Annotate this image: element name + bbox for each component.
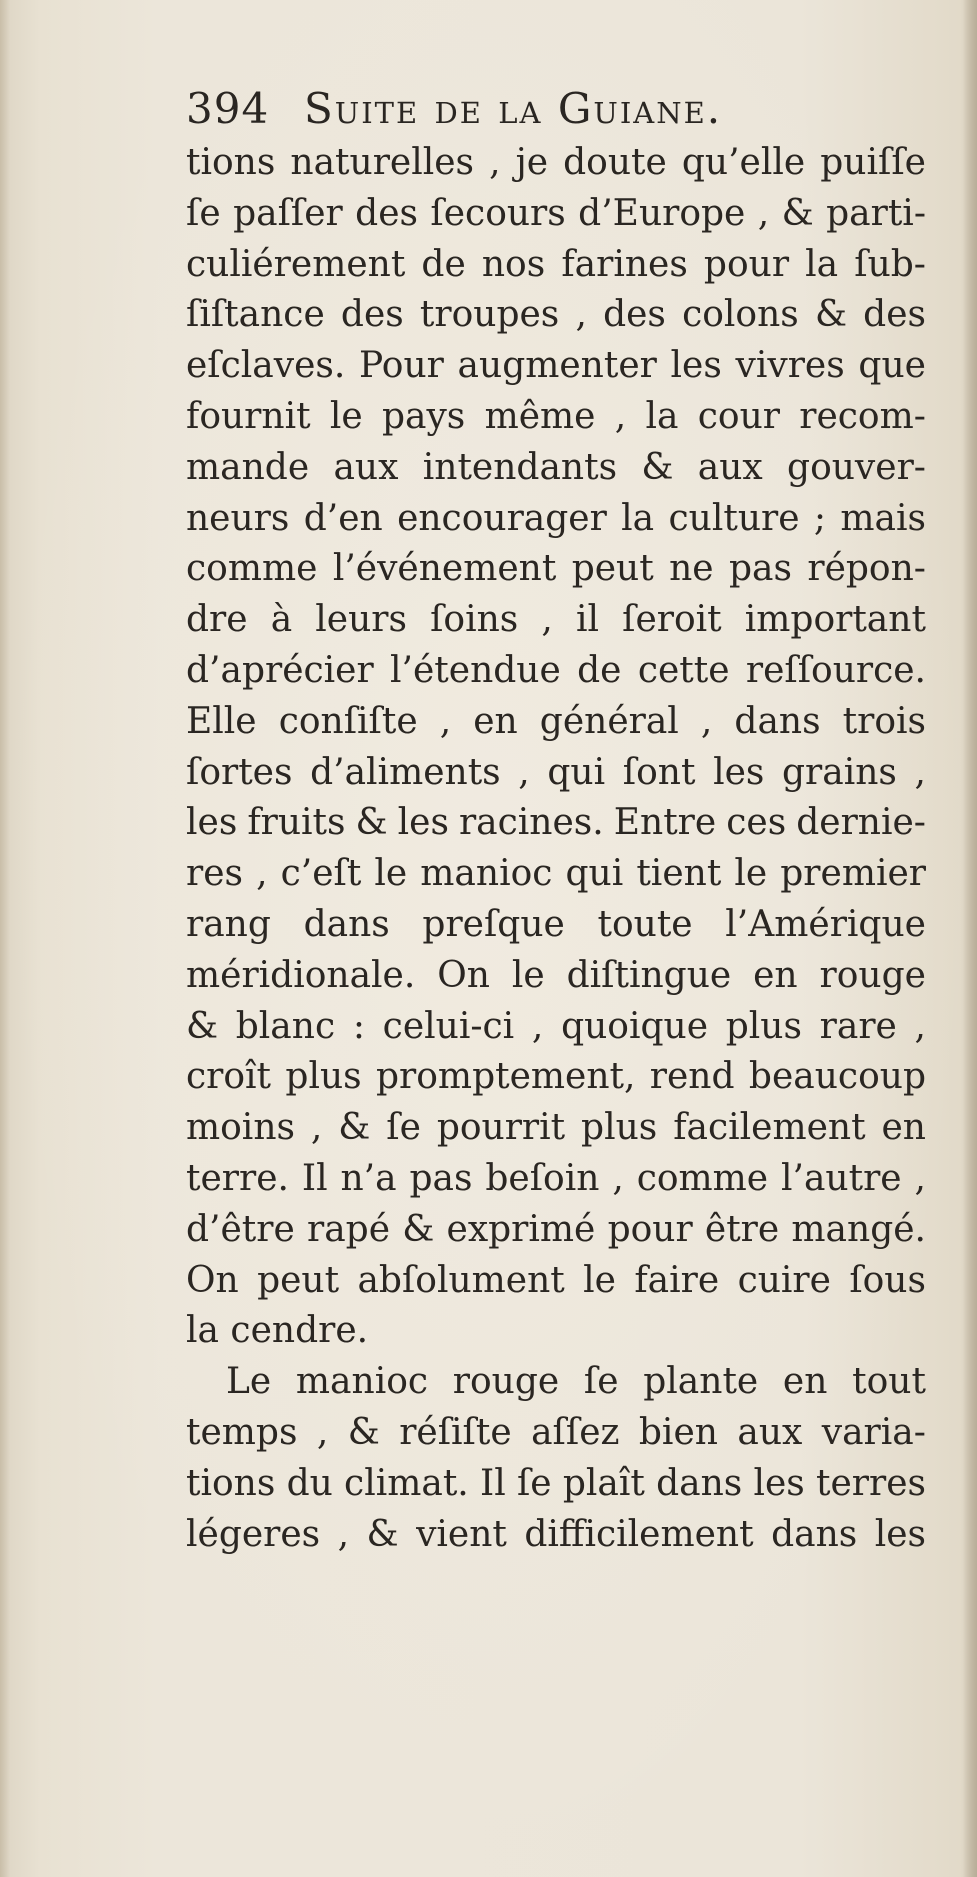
text-word: c’eſt	[280, 853, 362, 895]
text-word: plus	[581, 1107, 658, 1149]
text-word: cuire	[737, 1259, 831, 1301]
text-line	[186, 849, 926, 900]
text-word: rouge	[452, 1361, 560, 1403]
text-word: des	[863, 294, 926, 336]
text-word: le	[329, 395, 363, 437]
text-word: culiérement	[186, 243, 406, 285]
text-word: ſe	[186, 192, 221, 234]
text-word: croît	[186, 1056, 272, 1098]
text-word: pas	[409, 1157, 473, 1199]
text-word: aux	[697, 446, 763, 488]
text-word: racines.	[458, 802, 604, 844]
text-word: Il	[479, 1462, 506, 1504]
text-word: des	[603, 294, 666, 336]
text-word: exprimé	[446, 1208, 596, 1250]
text-word: rare	[819, 1005, 897, 1047]
text-line-content: la cendre.	[186, 1310, 369, 1352]
text-word: aux	[737, 1411, 803, 1453]
text-word: pour	[607, 1208, 693, 1250]
text-line	[186, 748, 926, 799]
text-word: &	[366, 1513, 399, 1555]
text-word: ſub-	[854, 243, 926, 285]
text-line	[186, 1459, 926, 1510]
text-word: ;	[813, 497, 827, 539]
text-word: manioc	[420, 853, 553, 895]
text-word: ,	[310, 1107, 323, 1149]
text-word: dernie-	[796, 802, 926, 844]
text-word: en	[782, 1361, 828, 1403]
text-word: intendants	[422, 446, 618, 488]
text-line	[186, 138, 926, 189]
text-word: qui	[547, 751, 606, 793]
text-word: beaucoup	[748, 1056, 926, 1098]
text-word: qui	[565, 853, 624, 895]
text-word: &	[402, 1208, 435, 1250]
text-word: dre	[186, 599, 248, 641]
text-word: &	[186, 1005, 219, 1047]
text-word: ſiſtance	[186, 294, 325, 336]
text-word: dans	[303, 903, 390, 945]
text-word: climat.	[344, 1462, 469, 1504]
text-line	[186, 494, 926, 545]
text-line	[186, 697, 926, 748]
text-word: gouver-	[787, 446, 926, 488]
text-word: faire	[634, 1259, 720, 1301]
text-word: facilement	[673, 1107, 866, 1149]
text-word: ,	[541, 599, 553, 641]
text-word: puiſſe	[820, 142, 926, 183]
text-line	[186, 900, 926, 951]
text-word: rapé	[307, 1208, 391, 1250]
text-word: terre.	[186, 1157, 289, 1199]
text-word: plaît	[562, 1462, 645, 1504]
text-word: d’aliments	[310, 751, 501, 793]
text-word: mais	[840, 497, 926, 539]
text-word: encourager	[397, 497, 607, 539]
text-word: ſortes	[186, 751, 293, 793]
text-word: de	[421, 243, 466, 285]
text-line	[186, 341, 926, 392]
text-line	[186, 240, 926, 291]
text-word: ,	[914, 1157, 926, 1199]
text-word: mangé.	[791, 1208, 926, 1250]
text-word: que	[858, 345, 926, 387]
text-line	[186, 1103, 926, 1154]
text-word: pour	[703, 243, 790, 285]
text-word: même	[484, 395, 596, 437]
text-word: dans	[656, 1462, 743, 1504]
text-word: ,	[575, 294, 587, 336]
text-word: d’Europe	[578, 192, 746, 234]
page-right-shadow	[963, 0, 977, 1877]
text-word: en	[473, 700, 518, 742]
text-word: le	[511, 954, 545, 996]
text-word: varia-	[821, 1411, 926, 1453]
text-word: méridionale.	[186, 954, 416, 996]
text-word: res	[186, 853, 243, 895]
text-word: de	[577, 649, 622, 691]
text-line	[186, 1205, 926, 1256]
text-word: en	[881, 1107, 926, 1149]
text-word: blanc	[235, 1005, 336, 1047]
body-text	[186, 138, 926, 1560]
text-word: ,	[757, 192, 770, 234]
text-word: colons	[682, 294, 799, 336]
text-word: les	[397, 802, 449, 844]
text-word: ,	[914, 1005, 926, 1047]
text-line	[186, 544, 926, 595]
text-word: bien	[638, 1411, 718, 1453]
text-word: Pour	[359, 345, 444, 387]
text-word: premier	[780, 853, 926, 895]
text-word: qu’elle	[681, 142, 806, 183]
text-word: augmenter	[457, 345, 657, 387]
text-word: leurs	[315, 599, 407, 641]
text-line	[186, 392, 926, 443]
text-word: difficilement	[524, 1513, 754, 1555]
text-word: promptement,	[376, 1056, 636, 1098]
text-word: aux	[333, 446, 399, 488]
text-word: ,	[489, 142, 501, 183]
text-line	[186, 1154, 926, 1205]
text-word: eſclaves.	[186, 345, 346, 387]
text-word: pays	[381, 395, 466, 437]
text-word: comme	[636, 1157, 769, 1199]
text-word: diſtingue	[566, 954, 732, 996]
text-word: ,	[614, 395, 627, 437]
text-word: nos	[481, 243, 546, 285]
text-word: être	[704, 1208, 780, 1250]
text-word: manioc	[295, 1361, 429, 1403]
text-word: ,	[439, 700, 452, 742]
text-word: ,	[612, 1157, 624, 1199]
text-word: ,	[256, 853, 268, 895]
text-word: réſiſte	[399, 1411, 512, 1453]
text-word: d’en	[303, 497, 383, 539]
text-word: les	[753, 1462, 805, 1504]
text-word: légeres	[186, 1513, 321, 1555]
text-word: grains	[782, 751, 897, 793]
text-word: plus	[725, 1005, 802, 1047]
text-word: parti-	[826, 192, 926, 234]
text-word: rouge	[819, 954, 926, 996]
text-word: plante	[643, 1361, 759, 1403]
text-word: troupes	[419, 294, 560, 336]
text-line	[186, 1002, 926, 1053]
text-word: abſolument	[357, 1259, 565, 1301]
text-word: les	[874, 1513, 926, 1555]
text-word: ,	[316, 1411, 329, 1453]
text-word: ſe	[516, 1462, 552, 1504]
text-word: &	[355, 802, 388, 844]
text-line	[186, 1357, 926, 1408]
text-word: des	[355, 192, 418, 234]
text-word: ſoins	[430, 599, 519, 641]
text-word: dans	[771, 1513, 858, 1555]
text-word: l’Amérique	[725, 903, 926, 945]
text-word: ,	[337, 1513, 350, 1555]
text-word: :	[352, 1005, 365, 1047]
text-word: la	[805, 243, 839, 285]
text-word: toute	[597, 903, 693, 945]
page-number: 394	[186, 84, 270, 133]
text-word: à	[270, 599, 293, 641]
text-line	[186, 951, 926, 1002]
text-word: &	[641, 446, 674, 488]
text-word: important	[744, 599, 926, 641]
text-word: ,	[518, 751, 530, 793]
text-word: pas	[729, 548, 792, 590]
text-word: peut	[257, 1259, 340, 1301]
text-word: trois	[842, 700, 926, 742]
text-word: aſſez	[531, 1411, 620, 1453]
text-line	[186, 646, 926, 697]
text-word: ſous	[849, 1259, 926, 1301]
running-head	[186, 80, 926, 138]
text-word: fruits	[247, 802, 346, 844]
text-line	[186, 798, 926, 849]
text-word: dans	[734, 700, 821, 742]
text-word: peut	[571, 548, 654, 590]
text-word: terres	[816, 1462, 926, 1504]
text-word: ſe	[386, 1107, 421, 1149]
text-word: les	[670, 345, 722, 387]
text-word: neurs	[186, 497, 290, 539]
text-word: ſecours	[430, 192, 566, 234]
text-line	[186, 290, 926, 341]
text-word: des	[340, 294, 404, 336]
text-word: doute	[563, 142, 667, 183]
text-word: Elle	[186, 700, 257, 742]
page-left-shadow	[0, 0, 10, 1877]
text-word: le	[583, 1259, 616, 1301]
text-word: conſiſte	[278, 700, 418, 742]
text-word: l’événement	[332, 548, 557, 590]
text-word: la	[621, 497, 655, 539]
text-word: rang	[186, 903, 271, 945]
text-word: du	[286, 1462, 333, 1504]
text-word: vient	[416, 1513, 507, 1555]
text-line	[186, 1408, 926, 1459]
text-word: moins	[186, 1107, 295, 1149]
text-word: beſoin	[485, 1157, 600, 1199]
text-line	[186, 1052, 926, 1103]
text-word: tions	[186, 1462, 276, 1504]
text-word: Il	[301, 1157, 328, 1199]
text-word: d’être	[186, 1208, 295, 1250]
text-word: &	[814, 294, 847, 336]
text-word: reſſource.	[745, 649, 926, 691]
text-line	[186, 189, 926, 240]
text-line	[186, 443, 926, 494]
text-word: tout	[852, 1361, 926, 1403]
text-word: l’étendue	[390, 649, 561, 691]
text-word: ne	[669, 548, 714, 590]
text-word: il	[575, 599, 599, 641]
text-word: Le	[226, 1361, 272, 1403]
text-word: mande	[186, 446, 310, 488]
text-line	[186, 1306, 926, 1357]
text-word: tions	[186, 142, 276, 183]
text-word: &	[338, 1107, 371, 1149]
text-word: fournit	[186, 395, 311, 437]
text-word: paſſer	[233, 192, 343, 234]
text-word: preſque	[422, 903, 565, 945]
text-word: cour	[697, 395, 780, 437]
text-word: rend	[649, 1056, 735, 1098]
text-word: farines	[561, 243, 688, 285]
text-word: On	[186, 1259, 239, 1301]
text-word: le	[374, 853, 408, 895]
text-word: ſont	[622, 751, 696, 793]
text-line	[186, 595, 926, 646]
text-word: quoique	[561, 1005, 709, 1047]
running-title: Suite de la Guiane.	[304, 84, 723, 133]
text-word: n’a	[340, 1157, 397, 1199]
text-word: &	[781, 192, 814, 234]
text-word: ſe	[583, 1361, 619, 1403]
text-word: plus	[285, 1056, 362, 1098]
text-word: cette	[637, 649, 730, 691]
text-word: répon-	[807, 548, 926, 590]
text-word: comme	[186, 548, 318, 590]
text-word: en	[753, 954, 798, 996]
text-word: l’autre	[781, 1157, 902, 1199]
text-word: ,	[700, 700, 713, 742]
text-word: recom-	[799, 395, 926, 437]
text-word: d’aprécier	[186, 649, 374, 691]
text-line	[186, 1256, 926, 1307]
text-word: ſeroit	[622, 599, 722, 641]
text-block	[186, 80, 926, 1560]
text-word: le	[734, 853, 768, 895]
text-word: les	[713, 751, 765, 793]
text-word: naturelles	[290, 142, 475, 183]
text-line	[186, 1510, 926, 1561]
text-word: &	[347, 1411, 380, 1453]
text-word: pourrit	[436, 1107, 566, 1149]
text-word: les	[186, 802, 238, 844]
text-word: On	[437, 954, 490, 996]
text-word: tient	[636, 853, 722, 895]
text-word: temps	[186, 1411, 298, 1453]
text-word: la	[645, 395, 679, 437]
text-word: celui-ci	[382, 1005, 515, 1047]
text-word: général	[539, 700, 679, 742]
text-word: je	[515, 142, 549, 183]
text-word: ,	[914, 751, 926, 793]
text-word: culture	[668, 497, 800, 539]
text-word: ces	[726, 802, 787, 844]
text-word: vivres	[735, 345, 845, 387]
text-word: Entre	[613, 802, 717, 844]
text-word: ,	[531, 1005, 544, 1047]
